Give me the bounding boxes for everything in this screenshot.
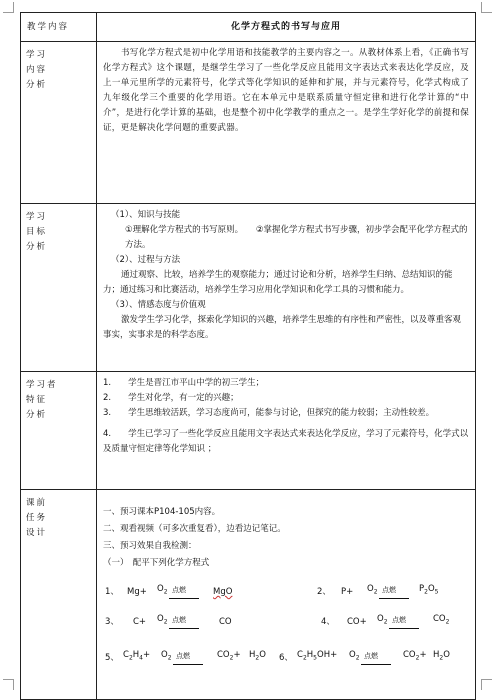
preview-task-row [21, 490, 476, 700]
reaction-arrow: 点燃 [173, 654, 203, 665]
equation-line-2: 3、 C+ $O_2$ 点燃 CO 4、 CO+ $O_2$ 点燃 $CO_2$ [105, 614, 450, 627]
table-header-row [21, 13, 476, 42]
equation-line-1: 1、 Mg+ $O_2$ 点燃 MgO 2、 P+ $O_2$ 点燃 $P_2O_5$ [105, 584, 439, 597]
goal-heading: （1）、知识与技能 [111, 210, 181, 220]
learner-characteristics-row [21, 372, 476, 490]
reaction-arrow: 点燃 [169, 618, 199, 629]
goal-text: 激发学生学习化学，探索化学知识的兴趣，培养学生思维的有序性和严密性，以及尊重客观事实，实事求是的科学态度。 [103, 315, 462, 340]
list-item: 1. 学生是晋江市平山中学的初三学生； [103, 378, 265, 388]
goal-text: ①理解化学方程式的书写原则。 ②掌握化学方程式书写步骤，初步学会配平化学方程式的方法。 [125, 225, 468, 250]
reaction-arrow: 点燃 [379, 588, 409, 599]
reaction-arrow: 点燃 [169, 588, 199, 599]
header-left-cell: 教学内容 [21, 13, 97, 42]
document-title: 化学方程式的书写与应用 [97, 13, 476, 42]
learning-goals-label: 学习 目标 分析 [21, 204, 97, 372]
page-corner-mark [481, 2, 492, 13]
reaction-arrow: 点燃 [389, 618, 419, 629]
learning-goals-row [21, 204, 476, 372]
list-item: 4. 学生已学习了一些化学反应且能用文字表达式来表达化学反应，学习了元素符号，化学式以及质量守恒定律等化学知识 ； [103, 429, 469, 454]
lesson-plan-table [20, 12, 476, 700]
content-analysis-row [21, 42, 476, 204]
list-item: 三、预习效果自我检测： [103, 541, 197, 551]
preview-task-label: 课前 任务 设计 [21, 490, 97, 700]
learner-characteristics-list [97, 372, 476, 490]
list-item: 二、观看视频（可多次重复看），边看边记笔记。 [103, 524, 286, 534]
list-item: 一、预习课本P104-105内容。 [103, 507, 221, 517]
learning-goals-text [97, 204, 476, 372]
learner-characteristics-label: 学习者 特征 分析 [21, 372, 97, 490]
preview-task-content [97, 490, 476, 700]
content-analysis-text [97, 42, 476, 204]
page-corner-mark [3, 679, 14, 690]
page-corner-mark [3, 2, 14, 13]
list-item: 3. 学生思维较活跃，学习态度尚可，能参与讨论，但探究的能力较弱；主动性较差。 [103, 408, 435, 418]
content-analysis-label: 学习 内容 分析 [21, 42, 97, 204]
equation-line-3: 5、 $C_2H_4+$ $O_2$ 点燃 $CO_2+$ $H_2O$ 6、 $C_2H_5OH+$ $O_2$ 点燃 $CO_2+$ $H_2O$ [105, 650, 450, 663]
analysis-paragraph: 书写化学方程式是初中化学用语和技能教学的主要内容之一。从教材体系上看，《正确书写化学方程式》这个课题，是继学生学习了一些化学反应且能用文字表达式来表达化学反应，及上一单元里所学的元素符号，化学式等化学知识的延伸和扩展，并与元素符号，化学式构成了九年级化学三个重要的化学用语。它在本单元中是联系质量守恒定律和进行化学计算的“中介”，是进行化学计算的基础，也是整个初中化学教学的重点之一。是学生学好化学的前提和保证，更是解决化学问题的重要武器。 [103, 48, 469, 133]
page-corner-mark [481, 679, 492, 690]
goal-heading: （3）、情感态度与价值观 [111, 300, 206, 310]
goal-text: 通过观察、比较，培养学生的观察能力；通过讨论和分析，培养学生归纳、总结知识的能力；通过练习和比赛活动，培养学生学习应用化学知识和化学工具的习惯和能力。 [103, 270, 453, 295]
goal-heading: （2）、过程与方法 [111, 255, 181, 265]
reaction-arrow: 点燃 [361, 654, 391, 665]
list-item: 2. 学生对化学，有一定的兴趣； [103, 393, 239, 403]
list-item: （一） 配平下列化学方程式 [103, 558, 210, 568]
